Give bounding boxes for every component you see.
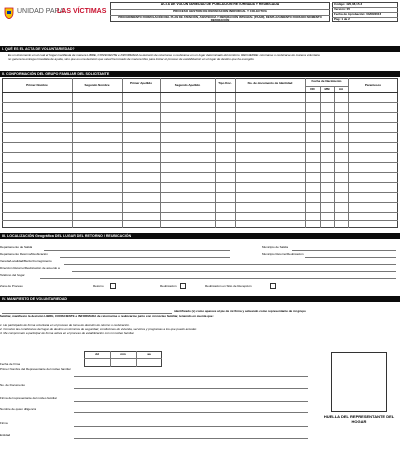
table-row (2, 162, 398, 163)
family-table (2, 78, 398, 228)
logo-text-prefix: UNIDAD PARA (17, 8, 65, 15)
representative-signature-field[interactable] (74, 401, 308, 402)
entity-field[interactable] (74, 438, 308, 439)
logo-text-name: LAS VÍCTIMAS (57, 8, 107, 15)
label-departure-department: Departamento de Salida (0, 246, 33, 249)
label-departure-municipality: Municipio de Salida (262, 246, 289, 249)
option-return-checkbox[interactable] (110, 283, 116, 289)
table-row (2, 122, 398, 123)
table-row (2, 202, 398, 203)
table-row (2, 220, 398, 221)
option-relocation-checkbox[interactable] (180, 283, 186, 289)
date-aa-label: aa (147, 352, 151, 356)
option-return-label: Retorno (93, 285, 104, 288)
logo (2, 2, 107, 22)
approval-date: Fecha de Aprobación: 03/08/2016 (334, 13, 382, 16)
col-doc-type: Tipo Doc. (218, 81, 232, 85)
manifest-line-2: familiar, manifiesto la decisión LIBRE, CONSCIENTE e INFORMADA de retornarme o reubicarme junto con mi núcleo familiar, teniendo en cuenta que: (0, 315, 214, 318)
page-number: Pág: 1 de 2 (334, 18, 350, 21)
label-filler-signature: Firma (0, 422, 8, 425)
section-what-is-text-1: Es un documento en el cual el hogar manifiesta de manera LIBRE, CONSCIENTE e INFORMADA la decisión de retornarse o reubicarse en un lugar determinado del territorio. RECUERDE: retornarse o reubicarse de manera voluntaria (8, 54, 320, 57)
locality-field[interactable] (64, 264, 396, 265)
manifest-line-1: identificado (s) como aparece al pie de mi firma y actuando como representante de mi grupo (174, 309, 306, 313)
document-number-field[interactable] (74, 388, 308, 389)
table-row (2, 212, 398, 213)
col-birth-month: MM (324, 87, 330, 91)
label-address: Dirección Retorno/Reubicación de acuerdo al (0, 267, 61, 270)
col-doc-number: No. de documento de Identidad (247, 81, 293, 85)
col-second-name: Segundo Nombre (84, 84, 110, 87)
procedure-name: PROCEDIMIENTO FORMULACIÓN DEL PLAN DE ATENCIÓN, ASISTENCIA Y REPARACIÓN INTEGRAL (PAARI), DESPLAZAMIENTO FORZADO MOMENTO REPARACIÓN (118, 14, 322, 22)
manifest-name-field[interactable] (2, 313, 172, 314)
form-code: Código: 420,08,15-3 (334, 3, 363, 6)
table-row (2, 112, 398, 113)
section-what-is-text-2: no genera la entrega inmediata de ayuda, sino que es una decisión que usted ha tomado de manera libre para iniciar el proceso de estabilización en el lugar de destino que ha escogido. (8, 58, 255, 61)
process-name: PROCESO GESTIÓN DE REPARACIÓN INDIVIDUAL Y COLECTIVA (173, 10, 267, 13)
section-what-is-title: I. QUÉ ES EL ACTA DE VOLUNTARIEDAD? (0, 46, 400, 52)
date-mm-field[interactable] (111, 359, 135, 366)
table-row (2, 172, 398, 173)
section-location-title: III. LOCALIZACIÓN Geográfica DEL LUGAR DEL RETORNO / REUBICACIÓN (0, 233, 400, 239)
manifest-item-2: 2. Conozco las condiciones del lugar de destino en términos de seguridad, condiciones de vivienda, servicios y programas a los que puedo acceder. (0, 328, 198, 331)
fingerprint-label: HUELLA DEL REPRESENTANTE DEL HOGAR (323, 414, 395, 424)
date-dd-label: dd (95, 352, 99, 356)
representative-name-field[interactable] (74, 376, 308, 377)
label-signing-date: Fecha de firma (0, 363, 21, 366)
option-relocation-label: Reubicación (160, 285, 177, 288)
return-municipality-field[interactable] (305, 257, 396, 258)
table-row (2, 132, 398, 133)
label-return-municipality: Municipio Retorno/Reubicación (262, 253, 304, 256)
label-representative-signature: Firma del representante del núcleo familiar (0, 397, 57, 400)
col-first-surname: Primer Apellido (129, 81, 153, 85)
col-second-surname: Segundo Apellido (174, 84, 201, 87)
col-birth-date: Fecha de Nacimiento (311, 80, 342, 83)
return-department-field[interactable] (60, 257, 230, 258)
departure-municipality-field[interactable] (292, 250, 396, 251)
fingerprint-box[interactable] (331, 352, 387, 412)
col-first-name: Primer Nombre (26, 84, 48, 87)
manifest-item-1: 1. He participado de forma voluntaria en el proceso de toma de decisión de retorno o reubicación. (0, 324, 130, 327)
col-birth-day: DD (310, 87, 315, 91)
table-row (2, 192, 398, 193)
table-row (2, 102, 398, 103)
label-representative-name: Primer Nombre del Representante del núcleo familiar (0, 367, 71, 371)
col-birth-year: AA (338, 87, 344, 91)
section-manifest-title: IV. MANIFIESTO DE VOLUNTARIEDAD (0, 296, 400, 302)
date-mm-label: mm (120, 352, 126, 356)
option-relocation-reception-checkbox[interactable] (270, 283, 276, 289)
section-family-title: II. CONFORMACIÓN DEL GRUPO FAMILIAR DEL SOLICITANTE (0, 71, 400, 77)
col-relationship: Parentesco (364, 84, 382, 87)
form-title: ACTA DE VOLUNTARIEDAD DE POBLACIÓN RETORNADA Y REUBICADA (160, 3, 280, 6)
departure-department-field[interactable] (44, 250, 230, 251)
table-row (2, 152, 398, 153)
label-process-zone: Zona de Proceso (0, 285, 23, 288)
date-aa-field[interactable] (137, 359, 161, 366)
label-filler-name: Nombre de quien diligencia (0, 408, 37, 411)
table-row (2, 142, 398, 143)
filler-signature-field[interactable] (74, 426, 308, 427)
label-phone: Teléfono del hogar (0, 274, 25, 277)
table-row (2, 182, 398, 183)
option-relocation-reception-label: Reubicación en Sitio de Recepción (205, 285, 252, 288)
label-locality: Vereda/Localidad/Barrio/Corregimiento (0, 260, 52, 263)
filler-name-field[interactable] (74, 412, 308, 413)
phone-field[interactable] (40, 278, 396, 279)
label-return-department: Departamento Retorno/Reubicación (0, 253, 48, 256)
form-version: Versión: 05 (334, 8, 351, 11)
colombia-shield-icon (4, 6, 14, 18)
label-document-number: No. de Documento (0, 384, 26, 387)
address-field[interactable] (72, 271, 396, 272)
label-entity: Entidad (0, 434, 11, 437)
date-dd-field[interactable] (85, 359, 109, 366)
manifest-item-3: 3. Me comprometo a participar de forma activa en el proceso de estabilización con mi núcleo familiar. (0, 332, 135, 335)
